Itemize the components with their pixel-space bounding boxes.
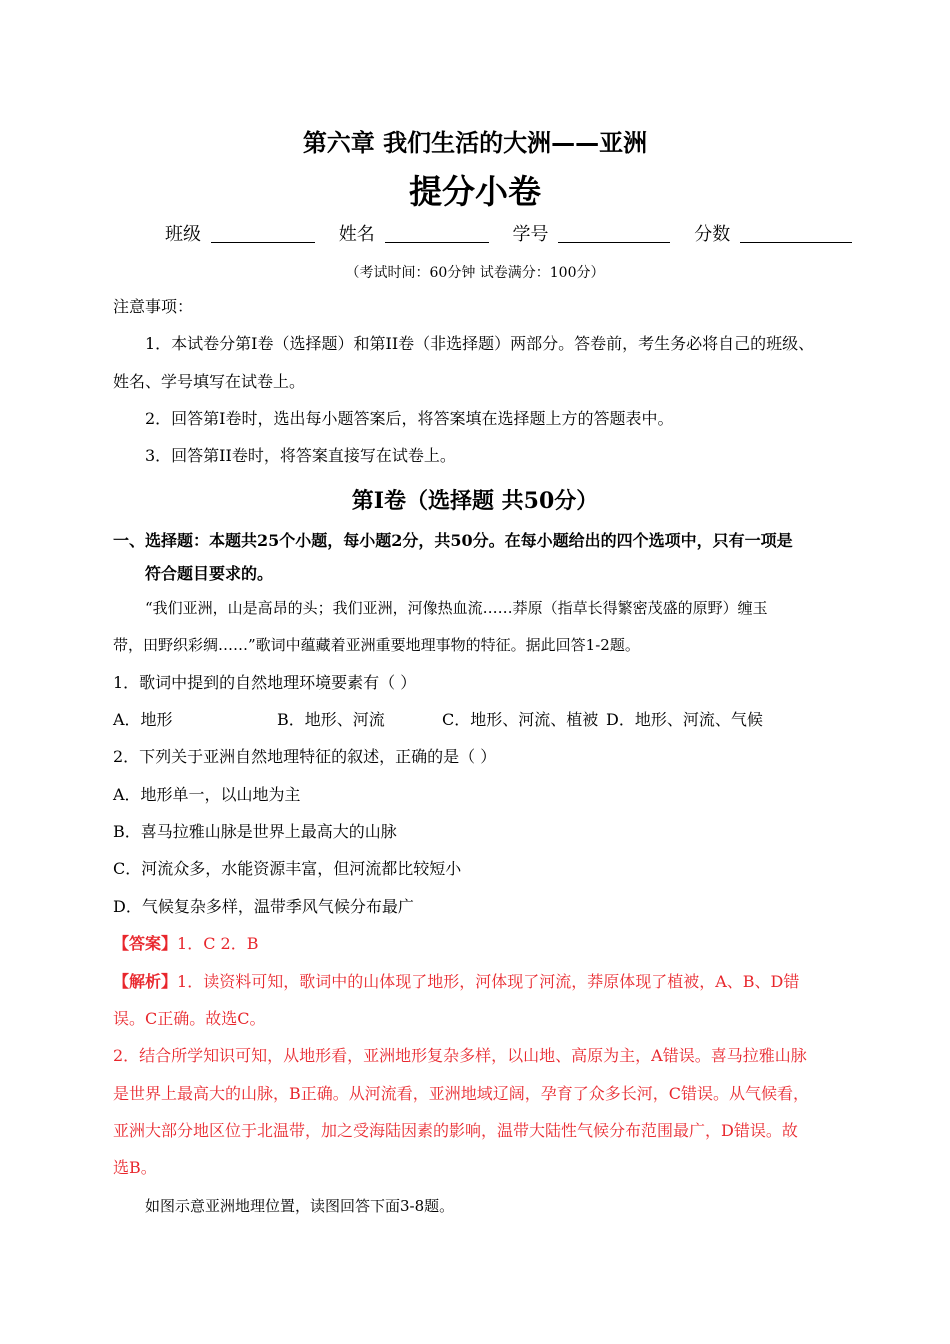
q1-option-b[interactable]: B．地形、河流 [277,710,385,729]
q1-option-d[interactable]: D．地形、河流、气候 [606,710,763,729]
instruction-line1: 一、选择题：本题共25个小题，每小题2分，共50分。在每小题给出的四个选项中，只有一项是 [113,531,793,550]
class-blank[interactable] [211,224,315,243]
question-2-stem: 2．下列关于亚洲自然地理特征的叙述，正确的是（ ） [113,747,497,766]
q2-option-b[interactable]: B．喜马拉雅山脉是世界上最高大的山脉 [113,822,397,841]
score-label: 分数 [694,224,731,245]
instruction-line2: 符合题目要求的。 [145,564,274,583]
answer-label: 【答案】 [113,934,178,953]
student-info-row [165,220,862,246]
answer-text: 1．C 2．B [177,934,259,953]
exam-info: （考试时间：60分钟 试卷满分：100分） [345,265,605,281]
notes-item1-line1: 1．本试卷分第I卷（选择题）和第II卷（非选择题）两部分。答卷前，考生务必将自己的班级、 [145,334,815,353]
passage-line1: “我们亚洲，山是高昂的头；我们亚洲，河像热血流……莽原（指草长得繁密茂盛的原野）缠玉 [145,599,768,617]
name-blank[interactable] [385,224,489,243]
analysis-line6: 选B。 [113,1158,157,1177]
score-blank[interactable] [740,224,852,243]
notes-item1-line2: 姓名、学号填写在试卷上。 [113,372,306,391]
q2-option-d[interactable]: D．气候复杂多样，温带季风气候分布最广 [113,897,414,916]
q2-option-c[interactable]: C．河流众多，水能资源丰富，但河流都比较短小 [113,859,462,878]
answer-row [113,934,258,954]
section-title: 第I卷（选择题 共50分） [351,488,599,514]
analysis-line2: 误。C正确。故选C。 [113,1009,266,1028]
chapter-title: 第六章 我们生活的大洲——亚洲 [302,129,648,157]
passage-line2: 带，田野织彩绸……”歌词中蕴藏着亚洲重要地理事物的特征。据此回答1-2题。 [113,636,640,654]
id-label: 学号 [512,224,549,245]
analysis-line3: 2．结合所学知识可知，从地形看，亚洲地形复杂多样，以山地、高原为主，A错误。喜马拉雅山脉 [113,1046,807,1065]
q1-option-a[interactable]: A．地形 [113,710,173,729]
q1-option-c[interactable]: C．地形、河流、植被 [442,710,599,729]
figure-intro: 如图示意亚洲地理位置，读图回答下面3-8题。 [145,1197,455,1215]
class-label: 班级 [165,224,201,245]
q2-option-a[interactable]: A．地形单一，以山地为主 [113,785,301,804]
analysis-line4: 是世界上最高大的山脉，B正确。从河流看，亚洲地域辽阔，孕育了众多长河，C错误。从气候看， [113,1084,810,1103]
analysis-line1: 1．读资料可知，歌词中的山体现了地形，河体现了河流，莽原体现了植被，A、B、D错 [177,972,800,991]
id-blank[interactable] [558,224,670,243]
notes-item2: 2．回答第I卷时，选出每小题答案后，将答案填在选择题上方的答题表中。 [145,409,674,428]
notes-heading: 注意事项： [113,297,194,316]
analysis-line1-row [113,972,799,992]
main-title: 提分小卷 [409,172,541,211]
analysis-line5: 亚洲大部分地区位于北温带，加之受海陆因素的影响，温带大陆性气候分布范围最广，D错误。故 [113,1121,798,1140]
analysis-label: 【解析】 [113,972,178,991]
name-label: 姓名 [338,224,375,245]
notes-item3: 3．回答第II卷时，将答案直接写在试卷上。 [145,446,456,465]
question-1-stem: 1．歌词中提到的自然地理环境要素有（ ） [113,673,417,692]
